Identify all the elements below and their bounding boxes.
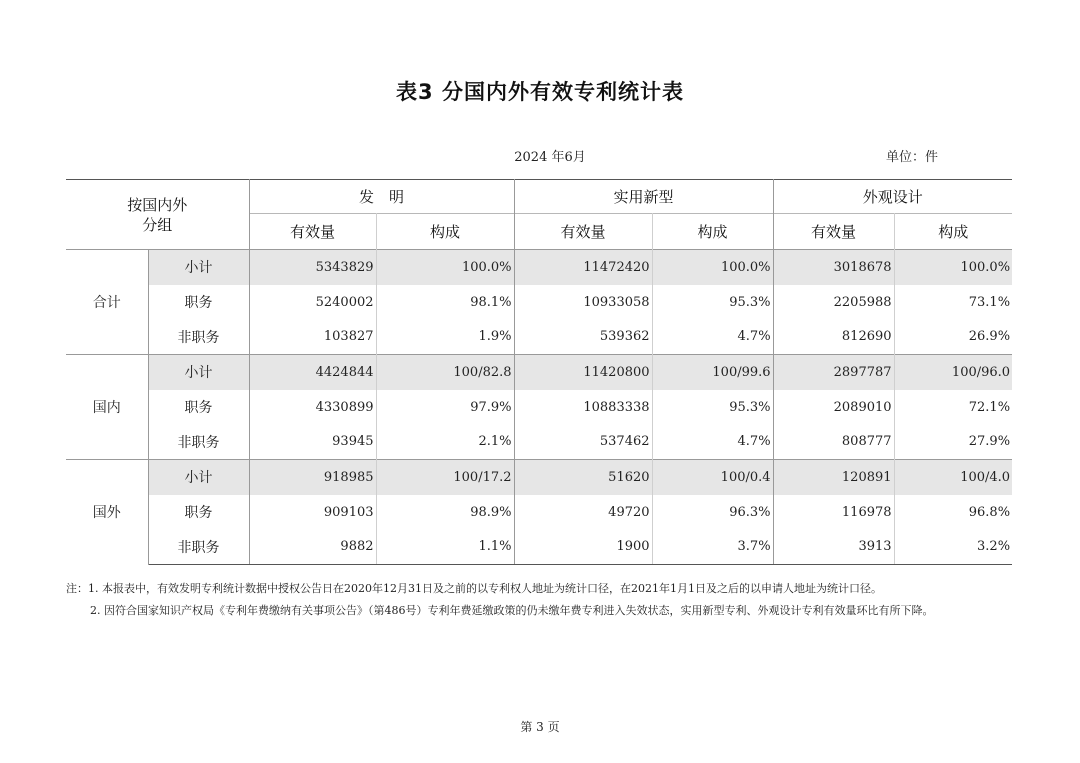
share-cell: 100.0%: [376, 250, 514, 285]
share-cell: 26.9%: [968, 329, 1011, 345]
sub-header-count: 有效量: [514, 214, 652, 250]
count-cell: 909103: [249, 495, 376, 530]
share-cell: 2.1%: [376, 424, 514, 459]
share-cell: 95.3%: [652, 285, 773, 320]
sub-header-count: 有效量: [249, 214, 376, 250]
share-cell: 1.9%: [376, 319, 514, 354]
count-cell: 10883338: [514, 390, 652, 425]
notes: [66, 578, 1046, 622]
table-row: [66, 355, 1012, 390]
row-label: 非职务: [148, 530, 249, 565]
share-cell: 100/17.2: [376, 460, 514, 495]
share-cell: 100/0.4: [652, 460, 773, 495]
count-cell: 812690: [773, 319, 894, 354]
page-number: 第 3 页: [520, 720, 560, 734]
report-date: 2024 年6月: [514, 150, 586, 165]
unit-label: 单位：件: [886, 150, 939, 165]
table-row: [66, 495, 1012, 530]
share-cell: 4.7%: [652, 319, 773, 354]
share-cell: 96.3%: [652, 495, 773, 530]
table-row: [66, 424, 1012, 459]
share-cell: 96.8%: [968, 504, 1011, 520]
table-row: [66, 460, 1012, 495]
share-cell: 100/4.0: [894, 460, 1012, 495]
table-body: [66, 250, 1012, 565]
count-cell: 2089010: [773, 390, 894, 425]
count-cell: 11472420: [514, 250, 652, 285]
category-header-design: 外观设计: [862, 188, 923, 206]
row-label: 小计: [148, 250, 249, 285]
share-cell: 100.0%: [652, 250, 773, 285]
page-title: 表3 分国内外有效专利统计表: [396, 80, 684, 104]
count-cell: 2897787: [773, 355, 894, 390]
count-cell: 2205988: [773, 285, 894, 320]
sub-header-share: 构成: [652, 214, 773, 250]
share-cell: 98.9%: [376, 495, 514, 530]
count-cell: 4330899: [249, 390, 376, 425]
count-cell: 103827: [249, 319, 376, 354]
row-label: 非职务: [148, 319, 249, 354]
share-cell: 3.2%: [894, 530, 1012, 565]
table-row: [66, 530, 1012, 565]
sub-header-count: 有效量: [773, 214, 894, 250]
count-cell: 120891: [773, 460, 894, 495]
count-cell: 5343829: [249, 250, 376, 285]
share-cell: 72.1%: [968, 399, 1011, 415]
sub-header-share: 构成: [376, 214, 514, 250]
header-row-categories: [66, 180, 1012, 214]
category-header-utility-model: 实用新型: [514, 180, 773, 214]
row-label: 小计: [148, 460, 249, 495]
share-cell: 27.9%: [968, 434, 1011, 450]
count-cell: 3913: [773, 530, 894, 565]
category-header-invention: 发 明: [249, 180, 514, 214]
note-2: 2. 因符合国家知识产权局《专利年费缴纳有关事项公告》（第486号）专利年费延缴政策的仍未缴年费专利进入失效状态，实用新型专利、外观设计专利有效量环比有所下降。: [90, 604, 934, 617]
share-cell: 98.1%: [376, 285, 514, 320]
row-label: 非职务: [148, 424, 249, 459]
share-cell: 97.9%: [376, 390, 514, 425]
count-cell: 10933058: [514, 285, 652, 320]
share-cell: 100/96.0: [894, 355, 1012, 390]
share-cell: 3.7%: [652, 530, 773, 565]
share-cell: 1.1%: [376, 530, 514, 565]
sub-header-share: 构成: [894, 214, 1012, 250]
share-cell: 100/99.6: [652, 355, 773, 390]
share-cell: 100.0%: [894, 250, 1012, 285]
count-cell: 93945: [249, 424, 376, 459]
share-cell: 73.1%: [968, 294, 1011, 310]
share-cell: 4.7%: [652, 424, 773, 459]
table-row: [66, 319, 1012, 354]
count-cell: 4424844: [249, 355, 376, 390]
count-cell: 49720: [514, 495, 652, 530]
patent-stats-table: [66, 179, 1012, 565]
count-cell: 5240002: [249, 285, 376, 320]
count-cell: 116978: [773, 495, 894, 530]
share-cell: 100/82.8: [376, 355, 514, 390]
group-header: 按国内外 分组: [66, 180, 249, 250]
row-label: 职务: [148, 285, 249, 320]
count-cell: 918985: [249, 460, 376, 495]
table-row: [66, 390, 1012, 425]
row-label: 职务: [148, 495, 249, 530]
row-label: 职务: [148, 390, 249, 425]
count-cell: 11420800: [514, 355, 652, 390]
row-label: 小计: [148, 355, 249, 390]
group-name: 国内: [66, 355, 148, 460]
count-cell: 9882: [249, 530, 376, 565]
table-row: [66, 250, 1012, 285]
count-cell: 539362: [514, 319, 652, 354]
count-cell: 51620: [514, 460, 652, 495]
share-cell: 95.3%: [652, 390, 773, 425]
count-cell: 537462: [514, 424, 652, 459]
note-1: 注：1. 本报表中，有效发明专利统计数据中授权公告日在2020年12月31日及之前的以专利权人地址为统计口径，在2021年1月1日及之后的以申请人地址为统计口径。: [66, 582, 882, 595]
group-name: 合计: [66, 250, 148, 355]
table-row: [66, 285, 1012, 320]
count-cell: 3018678: [773, 250, 894, 285]
count-cell: 808777: [773, 424, 894, 459]
group-name: 国外: [66, 460, 148, 565]
count-cell: 1900: [514, 530, 652, 565]
